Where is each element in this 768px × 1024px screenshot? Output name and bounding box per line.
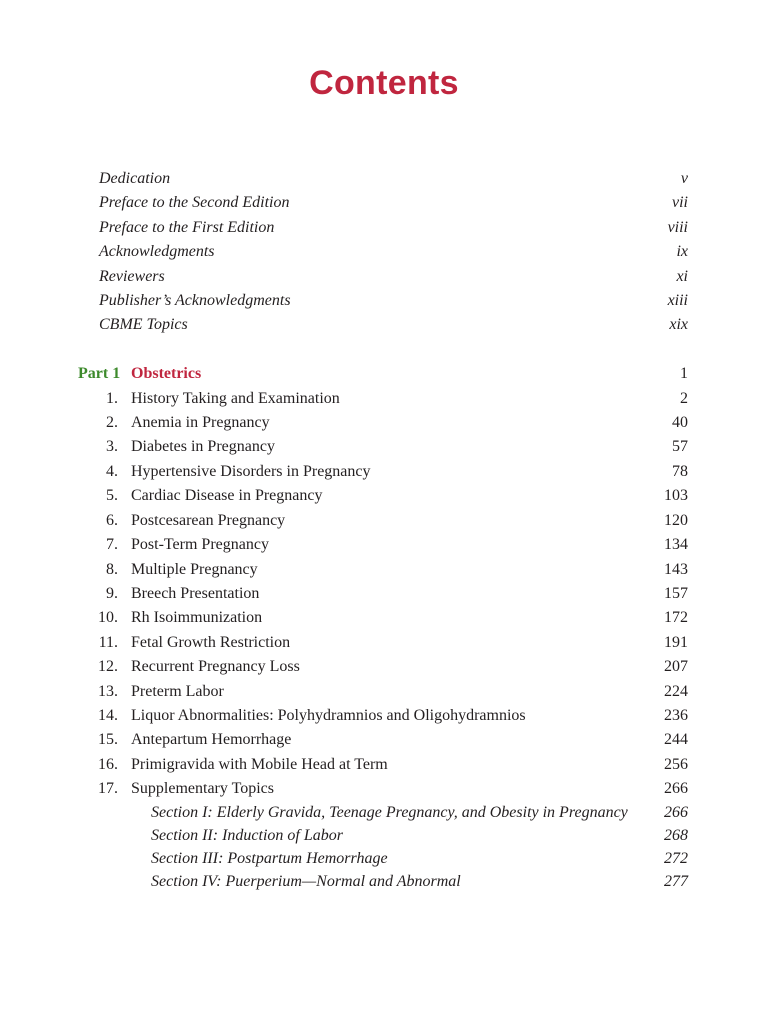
entry-title: Reviewers xyxy=(99,268,165,285)
toc-entry-cbme-topics[interactable] xyxy=(0,313,768,337)
chapter-page: 143 xyxy=(664,561,688,578)
chapter-title: Anemia in Pregnancy xyxy=(131,414,270,431)
chapter-page: 236 xyxy=(664,707,688,724)
chapter-page: 191 xyxy=(664,634,688,651)
chapter-number: 15. xyxy=(98,731,118,748)
toc-chapter[interactable] xyxy=(0,411,768,435)
toc-chapter[interactable] xyxy=(0,606,768,630)
chapter-title: Primigravida with Mobile Head at Term xyxy=(131,756,388,773)
chapter-number: 11. xyxy=(98,634,118,651)
toc-chapter[interactable] xyxy=(0,484,768,508)
chapter-page: 172 xyxy=(664,609,688,626)
toc-chapter[interactable] xyxy=(0,631,768,655)
chapter-number: 16. xyxy=(98,756,118,773)
chapter-page: 103 xyxy=(664,487,688,504)
entry-title: Publisher’s Acknowledgments xyxy=(99,292,291,309)
toc-section[interactable] xyxy=(0,847,768,871)
chapter-number: 2. xyxy=(106,414,118,431)
toc-chapter[interactable] xyxy=(0,435,768,459)
section-page: 266 xyxy=(664,804,688,821)
chapter-number: 3. xyxy=(106,438,118,455)
chapter-title: Liquor Abnormalities: Polyhydramnios and Oligohydramnios xyxy=(131,707,526,724)
toc-entry-acknowledgments[interactable] xyxy=(0,240,768,264)
chapter-number: 1. xyxy=(106,390,118,407)
part-heading[interactable] xyxy=(0,362,768,386)
chapter-page: 2 xyxy=(680,390,688,407)
page-title: Contents xyxy=(309,64,459,102)
chapter-title: Hypertensive Disorders in Pregnancy xyxy=(131,463,371,480)
chapter-number: 6. xyxy=(106,512,118,529)
entry-page: xi xyxy=(676,268,688,285)
toc-chapter[interactable] xyxy=(0,680,768,704)
toc-chapter[interactable] xyxy=(0,704,768,728)
part-label: Part 1 xyxy=(78,365,121,382)
section-title: Section I: Elderly Gravida, Teenage Pregnancy, and Obesity in Pregnancy xyxy=(151,804,628,821)
chapter-page: 256 xyxy=(664,756,688,773)
toc-chapter[interactable] xyxy=(0,509,768,533)
entry-title: Preface to the Second Edition xyxy=(99,194,290,211)
toc-entry-preface-second-edition[interactable] xyxy=(0,191,768,215)
chapter-number: 17. xyxy=(98,780,118,797)
section-title: Section IV: Puerperium—Normal and Abnormal xyxy=(151,873,461,890)
toc-chapter[interactable] xyxy=(0,655,768,679)
toc-chapter[interactable] xyxy=(0,728,768,752)
chapter-number: 9. xyxy=(106,585,118,602)
chapter-number: 5. xyxy=(106,487,118,504)
toc-entry-preface-first-edition[interactable] xyxy=(0,216,768,240)
chapter-number: 7. xyxy=(106,536,118,553)
toc-entry-reviewers[interactable] xyxy=(0,265,768,289)
chapter-title: Multiple Pregnancy xyxy=(131,561,258,578)
toc-chapter[interactable] xyxy=(0,582,768,606)
entry-page: v xyxy=(680,170,688,187)
toc-entry-publishers-acknowledgments[interactable] xyxy=(0,289,768,313)
chapter-title: Diabetes in Pregnancy xyxy=(131,438,275,455)
chapter-number: 8. xyxy=(106,561,118,578)
chapter-number: 10. xyxy=(98,609,118,626)
chapter-page: 244 xyxy=(664,731,688,748)
entry-title: Acknowledgments xyxy=(99,243,215,260)
section-title: Section II: Induction of Labor xyxy=(151,827,343,844)
entry-title: CBME Topics xyxy=(99,316,188,333)
toc-entry-dedication[interactable] xyxy=(0,167,768,191)
chapter-title: Antepartum Hemorrhage xyxy=(131,731,292,748)
toc-chapter[interactable] xyxy=(0,533,768,557)
chapter-title: Fetal Growth Restriction xyxy=(131,634,291,651)
entry-title: Preface to the First Edition xyxy=(99,219,275,236)
chapter-title: Recurrent Pregnancy Loss xyxy=(131,658,300,675)
chapter-page: 40 xyxy=(672,414,688,431)
toc-chapter[interactable] xyxy=(0,460,768,484)
chapter-page: 224 xyxy=(664,683,688,700)
chapter-title: Postcesarean Pregnancy xyxy=(131,512,286,529)
part-page: 1 xyxy=(680,365,688,382)
chapter-page: 57 xyxy=(672,438,688,455)
section-title: Section III: Postpartum Hemorrhage xyxy=(151,850,388,867)
chapter-page: 266 xyxy=(664,780,688,797)
entry-page: vii xyxy=(672,194,688,211)
section-page: 277 xyxy=(664,873,688,890)
section-page: 272 xyxy=(664,850,688,867)
entry-page: viii xyxy=(667,219,688,236)
chapter-page: 78 xyxy=(672,463,688,480)
chapter-title: Rh Isoimmunization xyxy=(131,609,263,626)
section-page: 268 xyxy=(664,827,688,844)
chapter-title: Post-Term Pregnancy xyxy=(131,536,269,553)
chapter-page: 157 xyxy=(664,585,688,602)
toc-section[interactable] xyxy=(0,870,768,894)
chapter-page: 207 xyxy=(664,658,688,675)
part-title: Obstetrics xyxy=(131,365,202,382)
toc-chapter[interactable] xyxy=(0,387,768,411)
chapter-title: Breech Presentation xyxy=(131,585,260,602)
chapter-title: History Taking and Examination xyxy=(131,390,340,407)
chapter-page: 120 xyxy=(664,512,688,529)
chapter-number: 12. xyxy=(98,658,118,675)
toc-section[interactable] xyxy=(0,801,768,825)
entry-page: xix xyxy=(669,316,688,333)
toc-chapter[interactable] xyxy=(0,558,768,582)
chapter-number: 13. xyxy=(98,683,118,700)
toc-chapter[interactable] xyxy=(0,777,768,801)
chapter-title: Supplementary Topics xyxy=(131,780,275,797)
entry-title: Dedication xyxy=(99,170,171,187)
toc-chapter[interactable] xyxy=(0,753,768,777)
entry-page: xiii xyxy=(667,292,688,309)
entry-page: ix xyxy=(676,243,688,260)
toc-section[interactable] xyxy=(0,824,768,848)
chapter-page: 134 xyxy=(664,536,688,553)
chapter-title: Preterm Labor xyxy=(131,683,224,700)
chapter-number: 4. xyxy=(106,463,118,480)
chapter-title: Cardiac Disease in Pregnancy xyxy=(131,487,323,504)
chapter-number: 14. xyxy=(98,707,118,724)
